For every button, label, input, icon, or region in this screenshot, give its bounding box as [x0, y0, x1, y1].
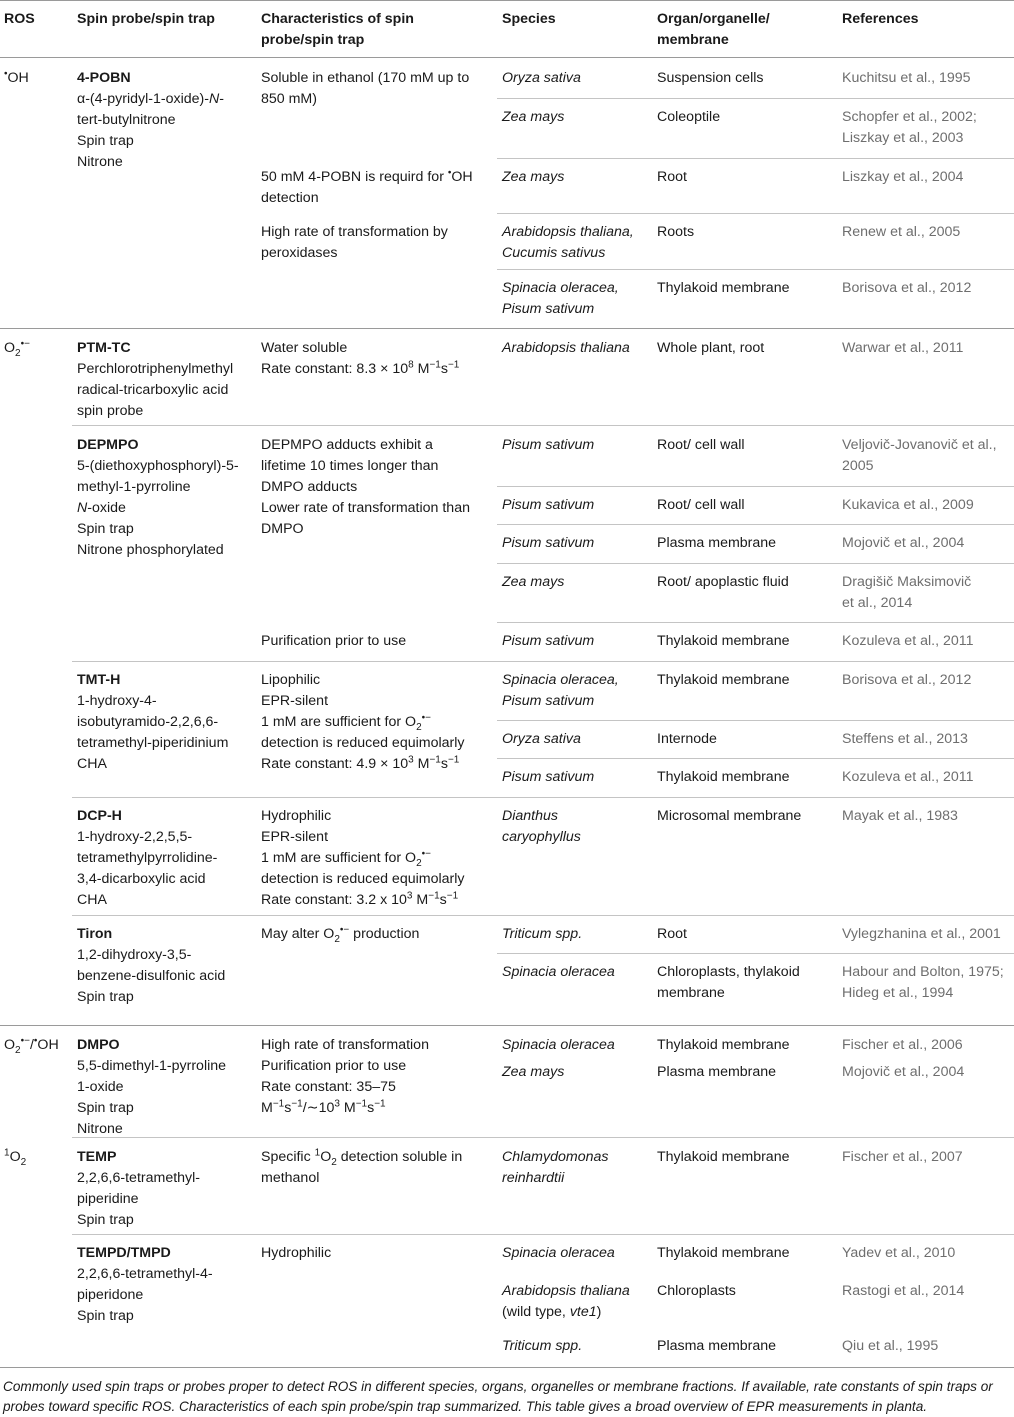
reference-cell: Schopfer et al., 2002; Liszkay et al., 2003 — [842, 109, 977, 146]
row-separator — [497, 524, 1014, 525]
probe-cell — [77, 1035, 226, 1140]
organ-cell: Root/ cell wall — [657, 497, 745, 513]
organ-cell: Thylakoid membrane — [657, 1245, 790, 1261]
probe-detail: isobutyramido-2,2,6,6- — [77, 714, 219, 730]
header-rule — [0, 57, 1014, 58]
probe-detail: 1-hydroxy-2,2,5,5- — [77, 829, 193, 845]
species-cell: Pisum sativum — [502, 633, 595, 649]
characteristics-cell — [261, 1147, 462, 1189]
probe-detail: Spin trap — [77, 1100, 134, 1116]
reference-cell: Kuchitsu et al., 1995 — [842, 70, 971, 86]
characteristic-line: Lower rate of transformation than — [261, 500, 470, 516]
probe-cell — [77, 1147, 200, 1231]
probe-detail: Spin trap — [77, 1212, 134, 1228]
header-probe: Spin probe/spin trap — [77, 11, 215, 27]
characteristics-cell — [261, 1035, 429, 1119]
reference-cell: Borisova et al., 2012 — [842, 280, 972, 296]
characteristic-line: Water soluble — [261, 340, 348, 356]
species-cell: Spinacia oleracea — [502, 1037, 615, 1053]
species-cell: Zea mays — [502, 109, 565, 125]
species-cell: Triticum spp. — [502, 1338, 583, 1354]
probe-cell — [77, 435, 239, 561]
species-cell: Oryza sativa — [502, 70, 581, 86]
organ-cell: Chloroplasts, thylakoid membrane — [657, 964, 800, 1001]
species-cell: Pisum sativum — [502, 535, 595, 551]
row-separator — [497, 269, 1014, 270]
probe-detail: Perchlorotriphenylmethyl — [77, 361, 234, 377]
species-cell: Spinacia oleracea — [502, 964, 615, 980]
organ-cell: Root/ apoplastic fluid — [657, 574, 789, 590]
ros-superoxide-hydroxyl: $O_2^{•-}/^•OH$ — [4, 1035, 59, 1056]
organ-cell: Whole plant, root — [657, 340, 765, 356]
species-cell: Chlamydomonas reinhardtii — [502, 1149, 609, 1186]
characteristics-cell — [261, 222, 448, 264]
probe-name: Tiron — [77, 926, 113, 942]
reference-cell: Steffens et al., 2013 — [842, 731, 968, 747]
characteristic-line: detection is reduced equimolarly — [261, 871, 465, 887]
species-cell: Zea mays — [502, 1064, 565, 1080]
row-separator — [497, 563, 1014, 564]
probe-detail: 1-oxide — [77, 1079, 124, 1095]
species-cell: Pisum sativum — [502, 769, 595, 785]
row-separator — [497, 720, 1014, 721]
organ-cell: Microsomal membrane — [657, 808, 802, 824]
organ-cell: Root/ cell wall — [657, 437, 745, 453]
reference-cell: Veljovič-Jovanovič et al., 2005 — [842, 437, 997, 474]
probe-detail: piperidone — [77, 1287, 144, 1303]
row-separator — [497, 486, 1014, 487]
probe-cell — [77, 924, 225, 1008]
probe-detail: 2,2,6,6-tetramethyl-4- — [77, 1266, 213, 1282]
characteristic-line: EPR-silent — [261, 829, 329, 845]
probe-detail: methyl-1-pyrroline — [77, 479, 191, 495]
organ-cell: Plasma membrane — [657, 1338, 777, 1354]
reference-cell: Qiu et al., 1995 — [842, 1338, 939, 1354]
organ-cell: Thylakoid membrane — [657, 769, 790, 785]
probe-detail: 1-hydroxy-4- — [77, 693, 157, 709]
reference-cell: Kozuleva et al., 2011 — [842, 633, 974, 649]
reference-cell: Mojovič et al., 2004 — [842, 535, 965, 551]
probe-detail: tert-butylnitrone — [77, 112, 176, 128]
probe-separator — [72, 797, 1014, 798]
probe-detail: Spin trap — [77, 989, 134, 1005]
organ-cell: Root — [657, 169, 687, 185]
table-top-rule — [0, 0, 1014, 1]
species-cell: Oryza sativa — [502, 731, 581, 747]
probe-separator — [72, 1137, 1014, 1138]
reference-cell: Renew et al., 2005 — [842, 224, 961, 240]
probe-detail: 2,2,6,6-tetramethyl- — [77, 1170, 201, 1186]
characteristic-line: Rate constant: $8.3 \times 10^8$ $M^{-1}s^{-1}$ — [261, 359, 460, 377]
table-bottom-rule — [0, 1367, 1014, 1368]
row-separator — [497, 622, 1014, 623]
characteristics-cell — [261, 670, 464, 775]
reference-cell: Yadev et al., 2010 — [842, 1245, 956, 1261]
characteristic-line: 1 mM are sufficient for $O_2^{•-}$ — [261, 848, 431, 869]
probe-detail: spin probe — [77, 403, 144, 419]
characteristic-line: Hydrophilic — [261, 808, 332, 824]
reference-cell: Kukavica et al., 2009 — [842, 497, 974, 513]
organ-cell: Chloroplasts — [657, 1283, 736, 1299]
probe-cell — [77, 670, 228, 775]
characteristic-line: detection — [261, 190, 319, 206]
reference-cell: Liszkay et al., 2004 — [842, 169, 964, 185]
species-cell: Spinacia oleracea, Pisum sativum — [502, 672, 619, 709]
organ-cell: Root — [657, 926, 687, 942]
characteristics-cell — [261, 806, 464, 911]
probe-detail: Spin trap — [77, 1308, 134, 1324]
reference-cell: Fischer et al., 2006 — [842, 1037, 963, 1053]
probe-separator — [72, 661, 1014, 662]
characteristic-line: DMPO adducts — [261, 479, 358, 495]
characteristic-line: Lipophilic — [261, 672, 321, 688]
species-cell: Zea mays — [502, 574, 565, 590]
characteristics-cell — [261, 167, 473, 209]
probe-name: DCP-H — [77, 808, 122, 824]
characteristic-line: High rate of transformation by — [261, 224, 448, 240]
probe-detail: Nitrone — [77, 1121, 123, 1137]
organ-cell: Roots — [657, 224, 695, 240]
ros-singlet-oxygen: $^1O_2$ — [4, 1147, 27, 1168]
probe-cell — [77, 806, 217, 911]
species-cell: Dianthus caryophyllus — [502, 808, 581, 845]
group-rule — [0, 1025, 1014, 1026]
probe-detail: benzene-disulfonic acid — [77, 968, 226, 984]
reference-cell: Mojovič et al., 2004 — [842, 1064, 965, 1080]
species-cell: Triticum spp. — [502, 926, 583, 942]
organ-cell: Coleoptile — [657, 109, 721, 125]
probe-separator — [72, 1234, 1014, 1235]
probe-detail: CHA — [77, 756, 107, 772]
probe-detail: Spin trap — [77, 133, 134, 149]
characteristic-line: 850 mM) — [261, 91, 317, 107]
header-references: References — [842, 11, 919, 27]
species-cell: Spinacia oleracea — [502, 1245, 615, 1261]
characteristic-line: methanol — [261, 1170, 320, 1186]
probe-detail: Nitrone phosphorylated — [77, 542, 224, 558]
species-cell: Zea mays — [502, 169, 565, 185]
probe-detail: radical-tricarboxylic acid — [77, 382, 229, 398]
row-separator — [497, 953, 1014, 954]
characteristics-cell — [261, 924, 419, 945]
characteristic-line: detection is reduced equimolarly — [261, 735, 465, 751]
probe-separator — [72, 425, 1014, 426]
organ-cell: Thylakoid membrane — [657, 672, 790, 688]
row-separator — [497, 758, 1014, 759]
probe-detail: tetramethylpyrrolidine- — [77, 850, 218, 866]
probe-cell — [77, 338, 233, 422]
characteristics-cell — [261, 68, 469, 110]
probe-name: DMPO — [77, 1037, 120, 1053]
organ-cell: Internode — [657, 731, 717, 747]
organ-cell: Thylakoid membrane — [657, 280, 790, 296]
characteristic-line: Purification prior to use — [261, 1058, 407, 1074]
group-rule — [0, 328, 1014, 329]
reference-cell: Habour and Bolton, 1975; Hideg et al., 1994 — [842, 964, 1004, 1001]
reference-cell: Dragišič Maksimovič et al., 2014 — [842, 574, 972, 611]
reference-cell: Kozuleva et al., 2011 — [842, 769, 974, 785]
probe-detail: 1,2-dihydroxy-3,5- — [77, 947, 192, 963]
characteristic-line: peroxidases — [261, 245, 338, 261]
characteristic-line: May alter $O_2^{•-}$ production — [261, 924, 420, 945]
probe-separator — [72, 915, 1014, 916]
organ-cell: Suspension cells — [657, 70, 764, 86]
probe-name: 4-POBN — [77, 70, 131, 86]
species-cell: Pisum sativum — [502, 497, 595, 513]
characteristic-line: DEPMPO adducts exhibit a — [261, 437, 433, 453]
probe-detail: α-(4-pyridyl-1-oxide)-N- — [77, 91, 224, 107]
characteristics-cell — [261, 1243, 331, 1264]
species-cell: Arabidopsis thaliana (wild type, vte1) — [502, 1283, 630, 1320]
characteristic-line: 1 mM are sufficient for $O_2^{•-}$ — [261, 712, 431, 733]
characteristic-line: Hydrophilic — [261, 1245, 332, 1261]
header-characteristics: Characteristics of spin probe/spin trap — [261, 11, 414, 48]
probe-detail: N-oxide — [77, 500, 126, 516]
ros-superoxide: $O_2^{•-}$ — [4, 338, 30, 359]
row-separator — [497, 158, 1014, 159]
probe-name: TEMPD/TMPD — [77, 1245, 171, 1261]
probe-name: DEPMPO — [77, 437, 139, 453]
ros-hydroxyl: •OH — [4, 68, 29, 86]
characteristic-line: Soluble in ethanol (170 mM up to — [261, 70, 470, 86]
reference-cell: Mayak et al., 1983 — [842, 808, 958, 824]
characteristic-line: Specific $^1O_2$ detection soluble in — [261, 1147, 463, 1168]
characteristic-line: Rate constant: 35–75 — [261, 1079, 396, 1095]
characteristic-line: lifetime 10 times longer than — [261, 458, 439, 474]
species-cell: Arabidopsis thaliana — [502, 340, 630, 356]
probe-name: PTM-TC — [77, 340, 131, 356]
reference-cell: Fischer et al., 2007 — [842, 1149, 963, 1165]
probe-detail: Spin trap — [77, 521, 134, 537]
species-cell: Pisum sativum — [502, 437, 595, 453]
characteristics-cell — [261, 435, 470, 540]
species-cell: Spinacia oleracea, Pisum sativum — [502, 280, 619, 317]
characteristic-line: Rate constant: $4.9 \times 10^3$ $M^{-1}s^{-1}$ — [261, 754, 460, 772]
characteristic-line: $M^{-1}s^{-1}/\sim 10^3$ $M^{-1}s^{-1}$ — [261, 1098, 386, 1116]
characteristics-cell — [261, 631, 406, 652]
reference-cell: Borisova et al., 2012 — [842, 672, 972, 688]
probe-name: TMT-H — [77, 672, 121, 688]
probe-detail: CHA — [77, 892, 107, 908]
characteristics-cell — [261, 338, 459, 380]
probe-detail: 5-(diethoxyphosphoryl)-5- — [77, 458, 239, 474]
organ-cell: Plasma membrane — [657, 535, 777, 551]
probe-cell — [77, 68, 224, 173]
row-separator — [497, 98, 1014, 99]
row-separator — [497, 213, 1014, 214]
reference-cell: Vylegzhanina et al., 2001 — [842, 926, 1001, 942]
characteristic-line: EPR-silent — [261, 693, 329, 709]
probe-detail: Nitrone — [77, 154, 123, 170]
probe-detail: 5,5-dimethyl-1-pyrroline — [77, 1058, 227, 1074]
organ-cell: Plasma membrane — [657, 1064, 777, 1080]
probe-detail: 3,4-dicarboxylic acid — [77, 871, 206, 887]
organ-cell: Thylakoid membrane — [657, 1037, 790, 1053]
probe-detail: piperidine — [77, 1191, 139, 1207]
characteristic-line: DMPO — [261, 521, 304, 537]
probe-cell — [77, 1243, 213, 1327]
header-species: Species — [502, 11, 556, 27]
header-ros: ROS — [4, 11, 35, 27]
probe-name: TEMP — [77, 1149, 117, 1165]
characteristic-line: Rate constant: 3.2 x $10^3$ $M^{-1}s^{-1}$ — [261, 890, 459, 908]
probe-detail: tetramethyl-piperidinium — [77, 735, 229, 751]
characteristic-line: 50 mM 4-POBN is requird for •OH — [261, 167, 473, 185]
reference-cell: Warwar et al., 2011 — [842, 340, 964, 356]
species-cell: Arabidopsis thaliana, Cucumis sativus — [502, 224, 634, 261]
organ-cell: Thylakoid membrane — [657, 1149, 790, 1165]
reference-cell: Rastogi et al., 2014 — [842, 1283, 965, 1299]
characteristic-line: Purification prior to use — [261, 633, 407, 649]
organ-cell: Thylakoid membrane — [657, 633, 790, 649]
header-organ: Organ/organelle/ membrane — [657, 11, 770, 48]
characteristic-line: High rate of transformation — [261, 1037, 429, 1053]
table-caption: Commonly used spin traps or probes proper to detect ROS in different species, organs, organelles or membrane fractions. If available, rate constants of spin traps or probes toward specific ROS. Characteristics of each spin probe/spin trap summarized. This table gives a broad overview of EPR measurements in planta. — [3, 1379, 993, 1414]
